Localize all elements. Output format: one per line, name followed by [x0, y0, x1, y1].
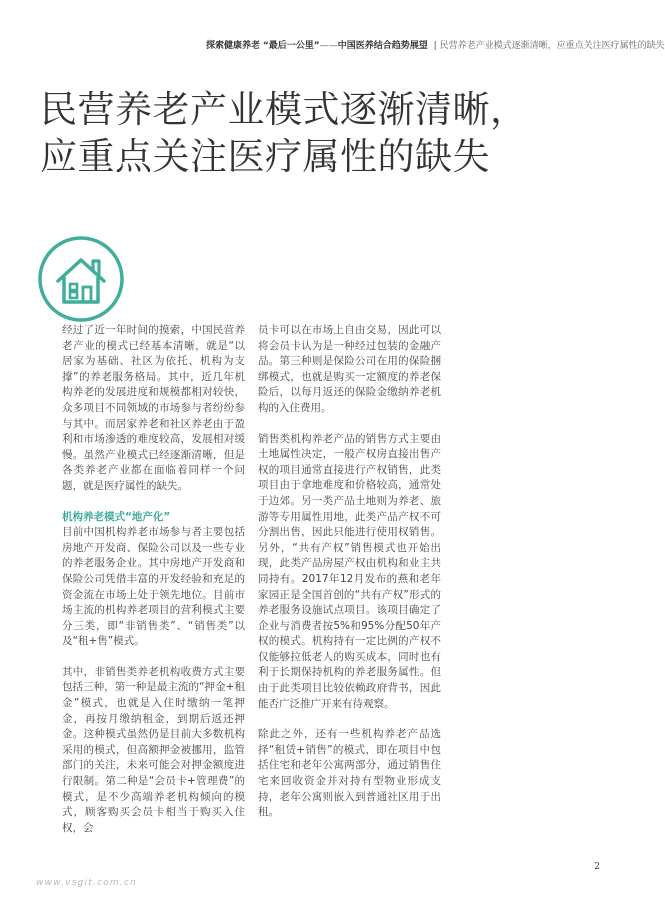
header-quote: “最后一公里”	[262, 41, 320, 51]
header-topic: 探索健康养老	[206, 41, 261, 51]
section-heading: 机构养老模式“地产化”	[62, 510, 171, 523]
header-dash: ——	[319, 41, 338, 51]
running-header	[206, 40, 665, 52]
watermark: www.vsgit.com.cn	[36, 878, 137, 888]
page-title-line-1: 民营养老产业模式逐渐清晰，	[40, 88, 528, 131]
left-column	[62, 323, 245, 851]
paragraph: 销售类机构养老产品的销售方式主要由土地属性决定，一般产权房直接出售产权的项目通常直接进行产权销售，此类项目由于拿地难度和价格较高，通常处于边郊。另一类产品土地则为养老、旅游等专用属性用地，此类产品产权不可分割出售，因此只能进行使用权销售。另外，“共有产权”销售模式也开始出现，此类产品房屋产权由机构和业主共同持有。2017年12月发布的燕和老年家园正是全国首创的“共有产权”形式的养老服务设施试点项目。该项目确定了企业与消费者按5%和95%分配50年产权的模式。机构持有一定比例的产权不仅能够拉低老人的购买成本，同时也有利于长期保持机构的养老服务属性。但由于此类项目比较依赖政府背书，因此能否广泛推广开来有待观察。	[258, 432, 441, 710]
house-icon	[36, 234, 126, 324]
header-report-title: 中国医养结合趋势展望	[337, 41, 428, 51]
right-column	[258, 323, 441, 836]
paragraph: 除此之外，还有一些机构养老产品选择“租赁+销售”的模式，即在项目中包括住宅和老年公寓两部分，通过销售住宅来回收资金并对持有型物业形成支持，老年公寓则嵌入到普通社区用于出租。	[258, 728, 441, 819]
header-section-title: 民营养老产业模式逐渐清晰，应重点关注医疗属性的缺失	[439, 41, 665, 51]
paragraph: 目前中国机构养老市场参与者主要包括房地产开发商、保险公司以及一些专业的养老服务企业。其中房地产开发商和保险公司凭借丰富的开发经验和充足的资金流在市场上处于领先地位。目前市场主流的机构养老项目的营利模式主要分三类，即“非销售类”、“销售类”以及“租+售”模式。	[62, 526, 245, 648]
header-separator: |	[433, 41, 437, 51]
page-title	[40, 86, 600, 180]
paragraph: 其中，非销售类养老机构收费方式主要包括三种，第一种是最主流的“押金+租金”模式，也就是入住时缴纳一笔押金，再按月缴纳租金，到期后返还押金。这种模式虽然仍是目前大多数机构采用的模式，但高额押金被挪用，监管部门的关注，未来可能会对押金额度进行限制。第二种是“会员卡+管理费”的模式，是不少高端养老机构倾向的模式，顾客购买会员卡相当于购买入住权，会	[62, 665, 245, 834]
paragraph: 经过了近一年时间的摸索，中国民营养老产业的模式已经基本清晰，就是“以居家为基础、社区为依托、机构为支撑”的养老服务格局。其中，近几年机构养老的发展进度和规模都相对较快，众多项目不同领域的市场参与者纷纷参与其中。而居家养老和社区养老由于盈利和市场渗透的难度较高，发展相对缓慢。虽然产业模式已经逐渐清晰，但是各类养老产业都在面临着同样一个问题，就是医疗属性的缺失。	[62, 324, 245, 492]
page-number: 2	[594, 862, 600, 872]
page-title-line-2: 应重点关注医疗属性的缺失	[40, 135, 490, 178]
paragraph: 员卡可以在市场上自由交易，因此可以将会员卡认为是一种经过包装的金融产品。第三种则是保险公司在用的保险捆绑模式，也就是购买一定额度的养老保险后，以每月返还的保险金缴纳养老机构的入住费用。	[258, 324, 441, 414]
